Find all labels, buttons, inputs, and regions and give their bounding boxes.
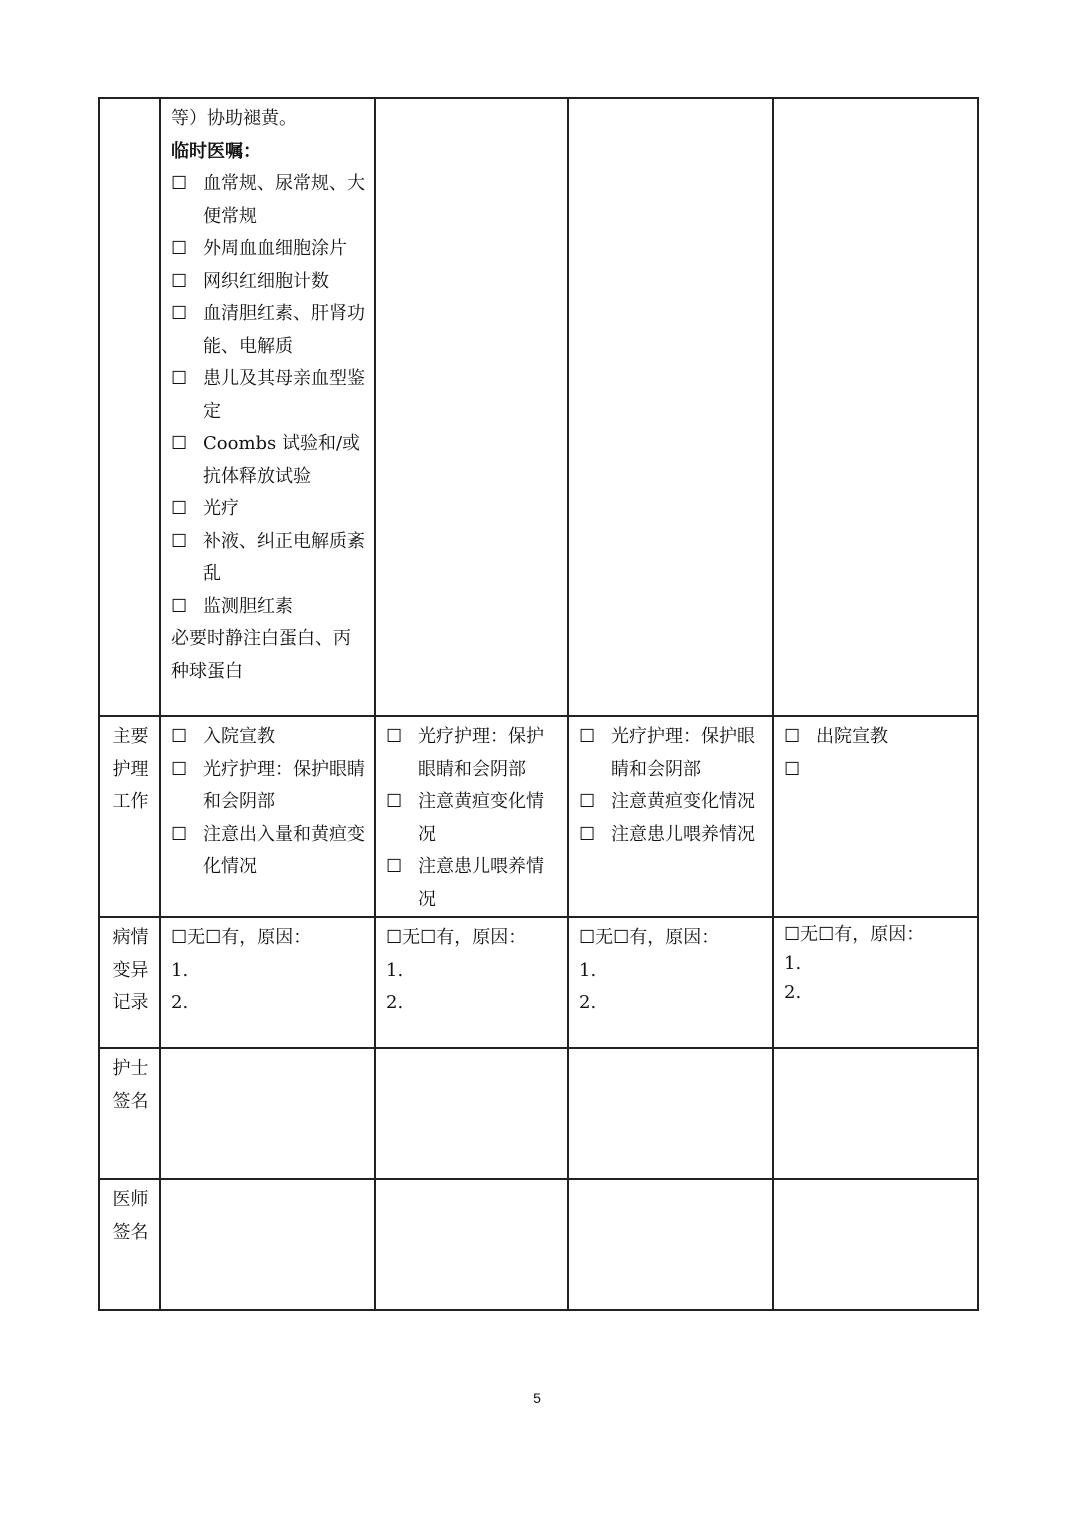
variation-label: 病情变异记录 (99, 917, 160, 1048)
checkbox-icon[interactable]: ☐ (579, 726, 596, 747)
nursing-row (99, 716, 978, 917)
variation-cell-day3 (568, 917, 773, 1048)
temp-orders-title: 临时医嘱： (171, 140, 261, 162)
nursing-item[interactable]: ☐ 注意黄疸变化情况 (579, 786, 764, 819)
checkbox-icon[interactable]: ☐ (171, 595, 188, 617)
nursing-item[interactable]: ☐ 注意患儿喂养情况 (579, 819, 764, 852)
checkbox-icon[interactable]: ☐ (171, 173, 188, 194)
checkbox-icon[interactable]: ☐ (171, 823, 188, 845)
checkbox-icon[interactable]: ☐ (171, 726, 188, 747)
doctor-signature-field[interactable] (773, 1179, 978, 1310)
checkbox-icon[interactable]: ☐ (171, 238, 188, 259)
doctor-signature-row (99, 1179, 978, 1310)
variation-reason-1[interactable]: 1. (579, 959, 597, 981)
variation-header[interactable]: ☐无☐有，原因： (386, 927, 527, 948)
checkbox-icon[interactable]: ☐ (171, 530, 188, 552)
orders-continuation-text: 等）协助褪黄。 (171, 108, 297, 129)
checkbox-icon[interactable]: ☐ (171, 303, 188, 324)
order-item[interactable]: ☐ 监测胆红素 (171, 591, 366, 624)
checkbox-icon[interactable]: ☐ (386, 791, 403, 812)
nursing-item[interactable]: ☐ 注意患儿喂养情况 (386, 851, 559, 916)
order-item[interactable]: ☐ 血清胆红素、肝肾功能、电解质 (171, 298, 366, 363)
doctor-signature-field[interactable] (568, 1179, 773, 1310)
checkbox-icon[interactable]: ☐ (171, 368, 188, 389)
checkbox-icon[interactable]: ☐ (171, 270, 188, 292)
variation-reason-1[interactable]: 1. (784, 953, 802, 974)
variation-header[interactable]: ☐无☐有，原因： (171, 927, 312, 948)
nursing-cell-day1 (160, 716, 375, 917)
variation-reason-1[interactable]: 1. (386, 959, 404, 981)
nursing-item[interactable]: ☐ 光疗护理：保护眼睛和会阴部 (386, 721, 559, 786)
nurse-signature-field[interactable] (160, 1048, 375, 1179)
order-item[interactable]: ☐ 患儿及其母亲血型鉴定 (171, 363, 366, 428)
variation-cell-day1 (160, 917, 375, 1048)
order-item[interactable]: ☐ 血常规、尿常规、大便常规 (171, 168, 366, 233)
checkbox-icon[interactable]: ☐ (386, 726, 403, 747)
doctor-signature-label: 医师签名 (99, 1179, 160, 1310)
nursing-item[interactable]: ☐ 注意出入量和黄疸变化情况 (171, 819, 366, 884)
variation-header[interactable]: ☐无☐有，原因： (784, 924, 925, 945)
doctor-signature-field[interactable] (160, 1179, 375, 1310)
orders-row (99, 98, 978, 716)
variation-reason-1[interactable]: 1. (171, 959, 189, 981)
nursing-item[interactable]: ☐ 注意黄疸变化情况 (386, 786, 559, 851)
variation-reason-2[interactable]: 2. (386, 992, 404, 1013)
order-item[interactable]: ☐ Coombs 试验和/或抗体释放试验 (171, 428, 366, 493)
nurse-signature-row (99, 1048, 978, 1179)
variation-cell-day4 (773, 917, 978, 1048)
variation-reason-2[interactable]: 2. (784, 982, 802, 1003)
variation-reason-2[interactable]: 2. (171, 992, 189, 1013)
order-item[interactable]: ☐ 光疗 (171, 493, 366, 526)
checkbox-icon[interactable]: ☐ (386, 856, 403, 877)
orders-row-label-cell (99, 98, 160, 716)
checkbox-icon[interactable]: ☐ (171, 498, 188, 519)
order-item[interactable]: ☐ 补液、纠正电解质紊乱 (171, 526, 366, 591)
checkbox-icon[interactable]: ☐ (784, 758, 801, 780)
clinical-pathway-table (98, 97, 979, 1311)
nursing-item[interactable]: ☐ 出院宣教 (784, 721, 969, 754)
checkbox-icon[interactable]: ☐ (171, 758, 188, 780)
nursing-item[interactable]: ☐ 入院宣教 (171, 721, 366, 754)
variation-header[interactable]: ☐无☐有，原因： (579, 927, 720, 948)
nursing-label: 主要护理工作 (99, 716, 160, 917)
order-item[interactable]: ☐ 外周血血细胞涂片 (171, 233, 366, 266)
variation-cell-day2 (375, 917, 568, 1048)
page-number: 5 (533, 1390, 541, 1406)
nursing-cell-day3 (568, 716, 773, 917)
nurse-signature-field[interactable] (773, 1048, 978, 1179)
nursing-item[interactable]: ☐ 光疗护理：保护眼睛和会阴部 (579, 721, 764, 786)
variation-reason-2[interactable]: 2. (579, 992, 597, 1013)
nursing-cell-day2 (375, 716, 568, 917)
checkbox-icon[interactable]: ☐ (171, 433, 188, 454)
orders-cell-day3 (568, 98, 773, 716)
orders-cell-day1 (160, 98, 375, 716)
nursing-item[interactable]: ☐ 光疗护理：保护眼睛和会阴部 (171, 754, 366, 819)
doctor-signature-field[interactable] (375, 1179, 568, 1310)
order-item[interactable]: ☐ 网织红细胞计数 (171, 266, 366, 299)
checkbox-icon[interactable]: ☐ (579, 823, 596, 845)
orders-cell-day2 (375, 98, 568, 716)
orders-footnote: 必要时静注白蛋白、丙种球蛋白 (171, 628, 351, 682)
nurse-signature-label: 护士签名 (99, 1048, 160, 1179)
checkbox-icon[interactable]: ☐ (784, 726, 801, 747)
nurse-signature-field[interactable] (375, 1048, 568, 1179)
checkbox-icon[interactable]: ☐ (579, 791, 596, 812)
nursing-cell-day4 (773, 716, 978, 917)
nurse-signature-field[interactable] (568, 1048, 773, 1179)
orders-cell-day4 (773, 98, 978, 716)
variation-row (99, 917, 978, 1048)
